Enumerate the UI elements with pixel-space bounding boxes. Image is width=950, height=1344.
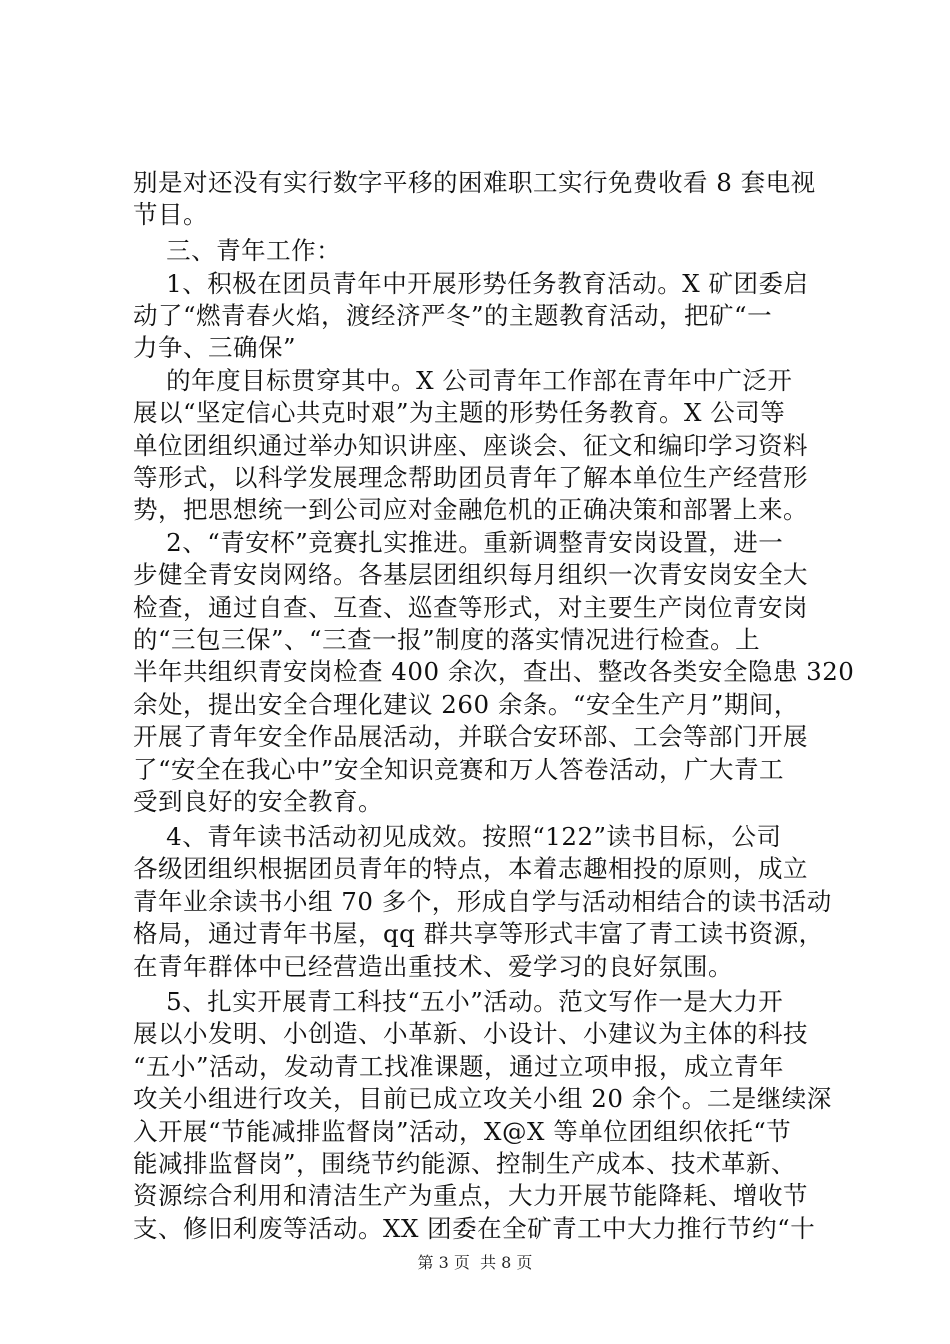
body-text-line: 展以“坚定信心共克时艰”为主题的形势任务教育。X 公司等	[133, 398, 786, 427]
body-text-line: 攻关小组进行攻关，目前已成立攻关小组 20 余个。二是继续深	[133, 1084, 832, 1113]
body-text-line: 入开展“节能减排监督岗”活动，X@X 等单位团组织依托“节	[133, 1117, 792, 1146]
body-text-line: 2、“青安杯”竞赛扎实推进。重新调整青安岗设置，进一	[133, 528, 784, 557]
body-text-line: “五小”活动，发动青工找准课题，通过立项申报，成立青年	[133, 1052, 785, 1081]
body-text-line: 动了“燃青春火焰，渡经济严冬”的主题教育活动，把矿“一	[133, 301, 773, 330]
body-text-line: 单位团组织通过举办知识讲座、座谈会、征文和编印学习资料	[133, 431, 808, 460]
body-text-line: 了“安全在我心中”安全知识竞赛和万人答卷活动，广大青工	[133, 755, 785, 784]
body-text-line: 青年业余读书小组 70 多个，形成自学与活动相结合的读书活动	[133, 887, 832, 916]
body-text-line: 支、修旧利废等活动。XX 团委在全矿青工中大力推行节约“十	[133, 1214, 816, 1243]
body-text-line: 能减排监督岗”，围绕节约能源、控制生产成本、技术革新、	[133, 1149, 797, 1178]
body-text-line: 资源综合利用和清洁生产为重点，大力开展节能降耗、增收节	[133, 1181, 808, 1210]
body-text-line: 的年度目标贯穿其中。X 公司青年工作部在青年中广泛开	[133, 366, 793, 395]
section-heading: 三、青年工作：	[133, 236, 342, 265]
body-text-line: 检查，通过自查、互查、巡查等形式，对主要生产岗位青安岗	[133, 593, 808, 622]
body-text-line: 力争、三确保”	[133, 333, 297, 362]
body-text-line: 别是对还没有实行数字平移的困难职工实行免费收看 8 套电视	[133, 168, 816, 197]
body-text-line: 开展了青年安全作品展活动，并联合安环部、工会等部门开展	[133, 722, 808, 751]
body-text-line: 节目。	[133, 200, 208, 229]
body-text-line: 步健全青安岗网络。各基层团组织每月组织一次青安岗安全大	[133, 560, 808, 589]
body-text-line: 1、积极在团员青年中开展形势任务教育活动。X 矿团委启	[133, 269, 809, 298]
body-text-line: 4、青年读书活动初见成效。按照“122”读书目标，公司	[133, 822, 782, 851]
body-text-line: 5、扎实开展青工科技“五小”活动。范文写作一是大力开	[133, 987, 784, 1016]
body-text-line: 半年共组织青安岗检查 400 余次，查出、整改各类安全隐患 320	[133, 657, 855, 686]
body-text-line: 各级团组织根据团员青年的特点，本着志趣相投的原则，成立	[133, 854, 808, 883]
body-text-line: 格局，通过青年书屋，qq 群共享等形式丰富了青工读书资源，	[133, 919, 824, 948]
body-text-line: 受到良好的安全教育。	[133, 787, 383, 816]
body-text-line: 势，把思想统一到公司应对金融危机的正确决策和部署上来。	[133, 495, 808, 524]
body-text-line: 等形式，以科学发展理念帮助团员青年了解本单位生产经营形	[133, 463, 808, 492]
body-text-line: 的“三包三保”、“三查一报”制度的落实情况进行检查。上	[133, 625, 761, 654]
body-text-line: 余处，提出安全合理化建议 260 余条。“安全生产月”期间，	[133, 690, 799, 719]
body-text-line: 展以小发明、小创造、小革新、小设计、小建议为主体的科技	[133, 1019, 808, 1048]
body-text-line: 在青年群体中已经营造出重技术、爱学习的良好氛围。	[133, 952, 733, 981]
page-number-footer: 第 3 页 共 8 页	[417, 1253, 533, 1272]
